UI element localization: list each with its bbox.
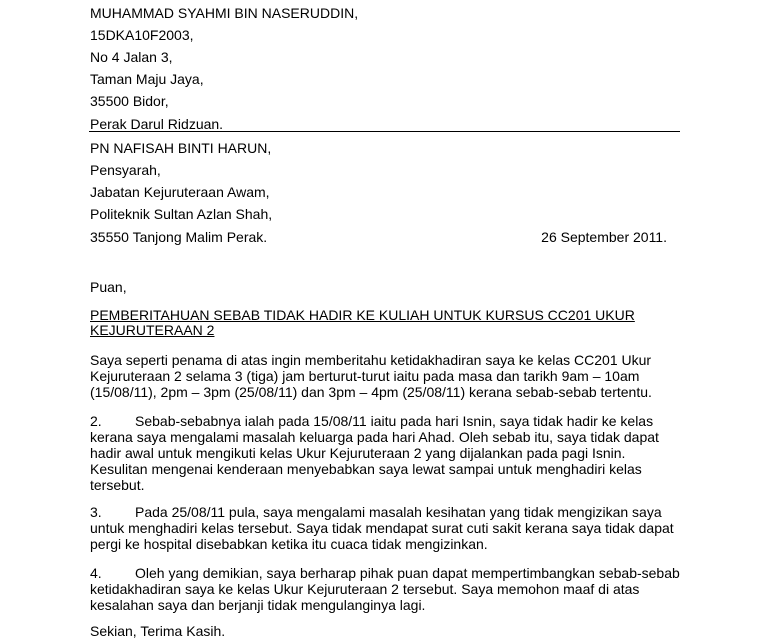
recipient-institution: Politeknik Sultan Azlan Shah, — [90, 206, 273, 222]
sender-address-line-1: No 4 Jalan 3, — [90, 49, 173, 65]
paragraph-4-number: 4. — [90, 565, 102, 581]
salutation: Puan, — [90, 279, 127, 295]
paragraph-2-number: 2. — [90, 413, 102, 429]
paragraph-3-number: 3. — [90, 504, 102, 520]
sender-address-line-4: Perak Darul Ridzuan. — [90, 116, 224, 132]
paragraph-4 — [90, 565, 680, 613]
paragraph-4-text: Oleh yang demikian, saya berharap pihak puan dapat mempertimbangkan sebab-sebab ketidakhadiran saya ke kelas Ukur Kejuruteraan 2 tersebut. Saya memohon maaf di atas kesalahan saya dan berjanji tidak mengulanginya lagi. — [90, 565, 680, 613]
closing-line: Sekian, Terima Kasih. — [90, 623, 226, 639]
recipient-title: Pensyarah, — [90, 162, 161, 178]
sender-address-line-2: Taman Maju Jaya, — [90, 71, 204, 87]
paragraph-2-text: Sebab-sebabnya ialah pada 15/08/11 iaitu pada hari Isnin, saya tidak hadir ke kelas kerana saya mengalami masalah keluarga pada hari Ahad. Oleh sebab itu, saya tidak dapat hadir awal untuk mengikuti kelas Ukur Kejuruteraan 2 yang dijalankan pada pagi Isnin. Kesulitan mengenai kenderaan menyebabkan saya lewat sampai untuk menghadiri kelas tersebut. — [90, 413, 659, 493]
recipient-address: 35550 Tanjong Malim Perak. — [90, 229, 268, 245]
paragraph-2 — [90, 413, 680, 493]
paragraph-3 — [90, 504, 680, 552]
sender-address-line-3: 35500 Bidor, — [90, 93, 169, 109]
paragraph-3-text: Pada 25/08/11 pula, saya mengalami masalah kesihatan yang tidak mengizikan saya untuk menghadiri kelas tersebut. Saya tidak mendapat surat cuti sakit kerana saya tidak dapat pergi ke hospital disebabkan ketika itu cuaca tidak mengizinkan. — [90, 504, 674, 552]
paragraph-intro: Saya seperti penama di atas ingin memberitahu ketidakhadiran saya ke kelas CC201 Ukur Kejuruteraan 2 selama 3 (tiga) jam berturut-turut iaitu pada masa dan tarikh 9am – 10am (15/08/11), 2pm – 3pm (25/08/11) dan 3pm – 4pm (25/08/11) kerana sebab-sebab tertentu. — [90, 352, 652, 400]
sender-id: 15DKA10F2003, — [90, 27, 194, 43]
recipient-department: Jabatan Kejuruteraan Awam, — [90, 184, 270, 200]
sender-name: MUHAMMAD SYAHMI BIN NASERUDDIN, — [90, 5, 359, 21]
header-divider — [89, 131, 680, 132]
letter-date: 26 September 2011. — [541, 229, 667, 245]
letter-subject: PEMBERITAHUAN SEBAB TIDAK HADIR KE KULIAH UNTUK KURSUS CC201 UKUR KEJURUTERAAN 2 — [90, 307, 635, 338]
recipient-name: PN NAFISAH BINTI HARUN, — [90, 140, 272, 156]
